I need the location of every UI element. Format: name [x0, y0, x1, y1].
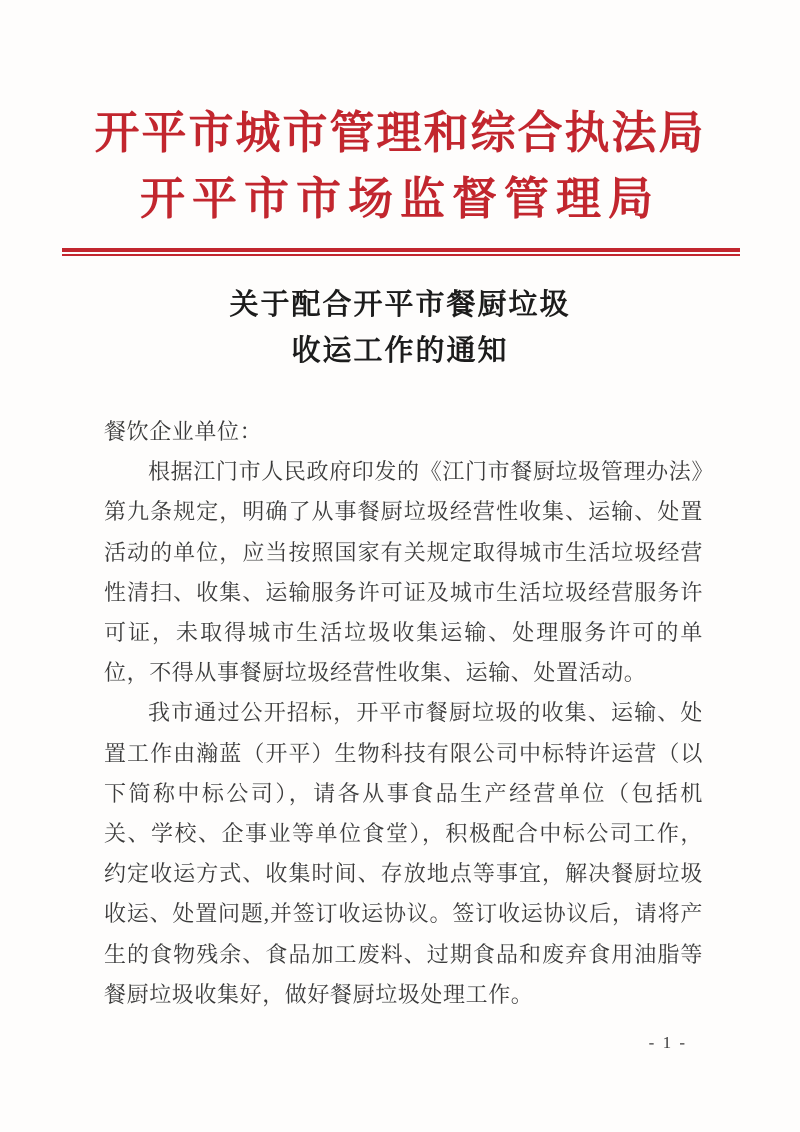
divider-thick-line	[62, 248, 740, 252]
body-paragraph-1: 根据江门市人民政府印发的《江门市餐厨垃圾管理办法》第九条规定，明确了从事餐厨垃圾经营性收集、运输、处置活动的单位，应当按照国家有关规定取得城市生活垃圾经营性清扫、收集、运输服务许可证及城市生活垃圾经营服务许可证，未取得城市生活垃圾收集运输、处理服务许可的单位，不得从事餐厨垃圾经营性收集、运输、处置活动。	[104, 459, 703, 686]
notice-title	[0, 282, 800, 374]
letterhead	[0, 0, 800, 256]
notice-title-line2: 收运工作的通知	[291, 335, 509, 367]
notice-body	[104, 412, 703, 1015]
org-name-line1: 开平市城市管理和综合执法局	[94, 108, 706, 158]
body-paragraph-2: 我市通过公开招标，开平市餐厨垃圾的收集、运输、处置工作由瀚蓝（开平）生物科技有限公司中标特许运营（以下简称中标公司），请各从事食品生产经营单位（包括机关、学校、企事业等单位食堂），积极配合中标公司工作，约定收运方式、收集时间、存放地点等事宜，解决餐厨垃圾收运、处置问题,并签订收运协议。签订收运协议后，请将产生的食物残余、食品加工废料、过期食品和废弃食用油脂等餐厨垃圾收集好，做好餐厨垃圾处理工作。	[104, 700, 703, 1007]
salutation: 餐饮企业单位：	[104, 419, 263, 444]
divider-thin-line	[62, 254, 740, 256]
page-number: - 1 -	[648, 1033, 687, 1052]
notice-title-line1: 关于配合开平市餐厨垃圾	[229, 289, 571, 321]
letterhead-divider	[62, 248, 740, 256]
org-name-line2: 开平市市场监督管理局	[139, 174, 660, 224]
page-footer	[0, 1033, 800, 1053]
